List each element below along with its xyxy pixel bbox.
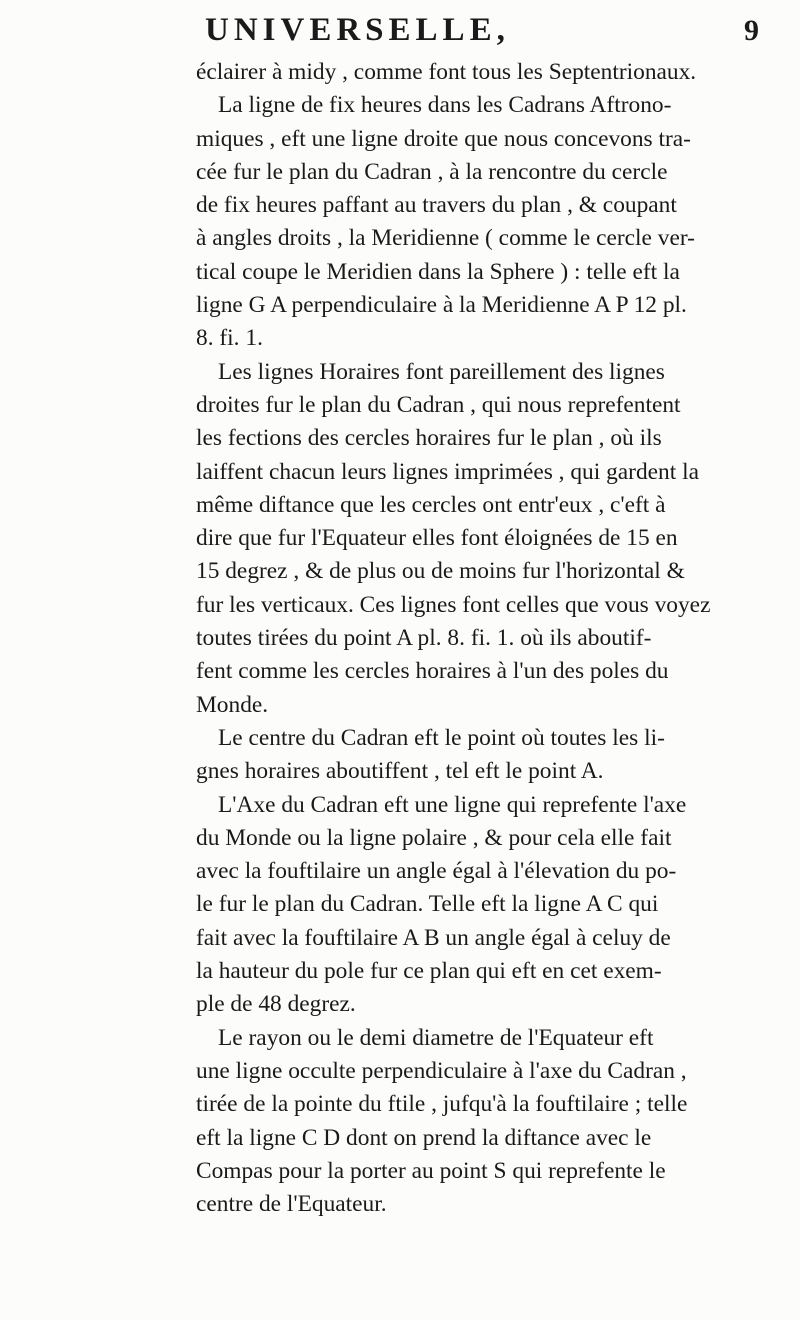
text-line: ple de 48 degrez. xyxy=(196,991,356,1018)
text-line: La ligne de fix heures dans les Cadrans Aftrono- xyxy=(218,92,672,119)
text-line: toutes tirées du point A pl. 8. fi. 1. où ils aboutif- xyxy=(196,625,652,652)
text-line: les fections des cercles horaires fur le plan , où ils xyxy=(196,425,662,452)
text-line: une ligne occulte perpendiculaire à l'axe du Cadran , xyxy=(196,1057,687,1084)
page-number: 9 xyxy=(744,14,759,47)
text-line: 15 degrez , & de plus ou de moins fur l'horizontal & xyxy=(196,558,685,585)
running-title: UNIVERSELLE, xyxy=(205,12,510,48)
text-line: Monde. xyxy=(196,691,269,718)
text-line: fait avec la fouftilaire A B un angle égal à celuy de xyxy=(196,924,671,951)
text-line: fent comme les cercles horaires à l'un des poles du xyxy=(196,658,669,685)
text-line: 8. fi. 1. xyxy=(196,325,263,352)
text-line: L'Axe du Cadran eft une ligne qui reprefente l'axe xyxy=(218,791,687,818)
text-line: miques , eft une ligne droite que nous concevons tra- xyxy=(196,125,691,152)
text-line: dire que fur l'Equateur elles font éloignées de 15 en xyxy=(196,525,678,552)
text-line: Les lignes Horaires font pareillement des lignes xyxy=(218,358,665,385)
text-line: laiffent chacun leurs lignes imprimées , qui gardent la xyxy=(196,458,699,485)
text-line: tical coupe le Meridien dans la Sphere ) : telle eft la xyxy=(196,258,680,285)
text-line: avec la fouftilaire un angle égal à l'élevation du po- xyxy=(196,858,677,885)
text-line: eft la ligne C D dont on prend la diftance avec le xyxy=(196,1124,652,1151)
page-header xyxy=(0,12,800,60)
text-line: cée fur le plan du Cadran , à la rencontre du cercle xyxy=(196,158,668,185)
text-line: Compas pour la porter au point S qui reprefente le xyxy=(196,1157,666,1184)
body-text xyxy=(196,56,768,1221)
text-line: de fix heures paffant au travers du plan , & coupant xyxy=(196,192,677,219)
text-line: la hauteur du pole fur ce plan qui eft en cet exem- xyxy=(196,958,662,985)
text-line: du Monde ou la ligne polaire , & pour cela elle fait xyxy=(196,824,672,851)
text-line: Le centre du Cadran eft le point où toutes les li- xyxy=(218,724,665,751)
text-line: tirée de la pointe du ftile , jufqu'à la fouftilaire ; telle xyxy=(196,1091,688,1118)
text-line: droites fur le plan du Cadran , qui nous reprefentent xyxy=(196,391,681,418)
text-line: centre de l'Equateur. xyxy=(196,1191,387,1218)
text-line: éclairer à midy , comme font tous les Septentrionaux. xyxy=(196,59,697,85)
text-line: le fur le plan du Cadran. Telle eft la ligne A C qui xyxy=(196,891,659,918)
text-line: ligne G A perpendiculaire à la Meridienne A P 12 pl. xyxy=(196,292,687,319)
text-line: fur les verticaux. Ces lignes font celles que vous voyez xyxy=(196,591,711,618)
text-line: même diftance que les cercles ont entr'eux , c'eft à xyxy=(196,491,666,518)
text-line: à angles droits , la Meridienne ( comme le cercle ver- xyxy=(196,225,695,252)
text-line: Le rayon ou le demi diametre de l'Equateur eft xyxy=(218,1024,654,1051)
text-line: gnes horaires aboutiffent , tel eft le point A. xyxy=(196,758,604,785)
